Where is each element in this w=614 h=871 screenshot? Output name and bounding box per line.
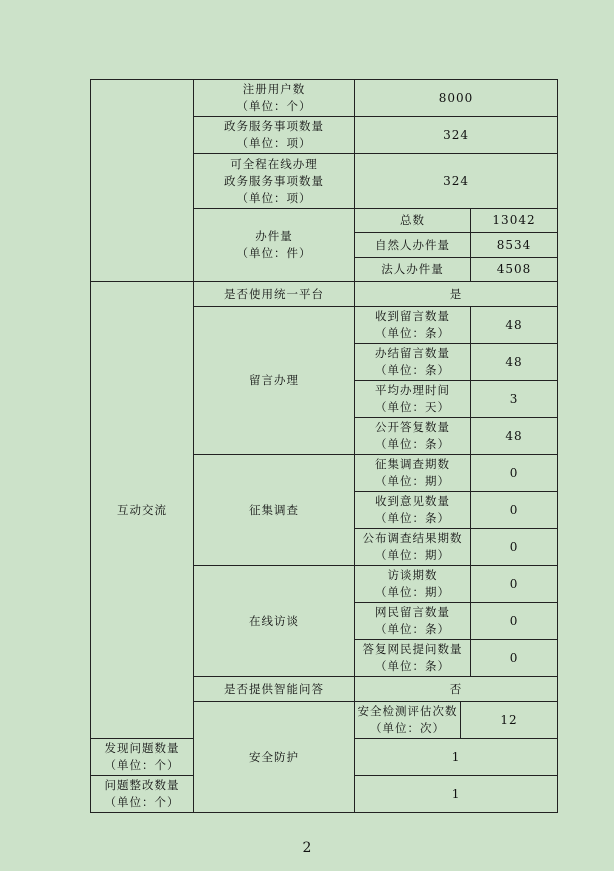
security-issues-value: 1 [355, 739, 558, 776]
survey-opinions-label: 收到意见数量 （单位：条） [355, 492, 471, 529]
statistics-table [90, 79, 558, 813]
security-checks-label: 安全检测评估次数 （单位：次） [355, 702, 461, 739]
table-row [91, 282, 558, 307]
security-fixed-label: 问题整改数量 （单位：个） [91, 776, 194, 813]
service-items-label: 政务服务事项数量 （单位：项） [194, 117, 355, 154]
messages-handled-value: 48 [471, 344, 558, 381]
online-items-label: 可全程在线办理 政务服务事项数量 （单位：项） [194, 154, 355, 209]
security-issues-label: 发现问题数量 （单位：个） [91, 739, 194, 776]
cases-total-value: 13042 [471, 209, 558, 233]
unified-platform-value: 是 [355, 282, 558, 307]
messages-received-value: 48 [471, 307, 558, 344]
cases-label: 办件量 （单位：件） [194, 209, 355, 282]
section-cell-blank [91, 80, 194, 282]
messages-label: 留言办理 [194, 307, 355, 455]
page-number: 2 [302, 840, 312, 856]
interview-questions-value: 0 [471, 603, 558, 640]
interview-answers-value: 0 [471, 640, 558, 677]
survey-label: 征集调查 [194, 455, 355, 566]
cases-legal-value: 4508 [471, 258, 558, 282]
security-fixed-value: 1 [355, 776, 558, 813]
survey-results-label: 公布调查结果期数 （单位：期） [355, 529, 471, 566]
registered-users-label: 注册用户数 （单位：个） [194, 80, 355, 117]
smart-qa-value: 否 [355, 677, 558, 702]
messages-avg-time-value: 3 [471, 381, 558, 418]
messages-handled-label: 办结留言数量 （单位：条） [355, 344, 471, 381]
messages-public-replies-label: 公开答复数量 （单位：条） [355, 418, 471, 455]
registered-users-value: 8000 [355, 80, 558, 117]
survey-periods-value: 0 [471, 455, 558, 492]
interview-label: 在线访谈 [194, 566, 355, 677]
interview-periods-value: 0 [471, 566, 558, 603]
security-checks-value: 12 [461, 702, 558, 739]
cases-total-label: 总数 [355, 209, 471, 233]
survey-results-value: 0 [471, 529, 558, 566]
messages-public-replies-value: 48 [471, 418, 558, 455]
interview-periods-label: 访谈期数 （单位：期） [355, 566, 471, 603]
online-items-value: 324 [355, 154, 558, 209]
security-section-label: 安全防护 [194, 702, 355, 813]
smart-qa-label: 是否提供智能问答 [194, 677, 355, 702]
messages-received-label: 收到留言数量 （单位：条） [355, 307, 471, 344]
cases-legal-label: 法人办件量 [355, 258, 471, 282]
interview-questions-label: 网民留言数量 （单位：条） [355, 603, 471, 640]
service-items-value: 324 [355, 117, 558, 154]
interaction-section-label: 互动交流 [91, 282, 194, 739]
survey-opinions-value: 0 [471, 492, 558, 529]
unified-platform-label: 是否使用统一平台 [194, 282, 355, 307]
messages-avg-time-label: 平均办理时间 （单位：天） [355, 381, 471, 418]
cases-natural-label: 自然人办件量 [355, 233, 471, 258]
cases-natural-value: 8534 [471, 233, 558, 258]
interview-answers-label: 答复网民提问数量 （单位：条） [355, 640, 471, 677]
table-row [91, 80, 558, 117]
survey-periods-label: 征集调查期数 （单位：期） [355, 455, 471, 492]
